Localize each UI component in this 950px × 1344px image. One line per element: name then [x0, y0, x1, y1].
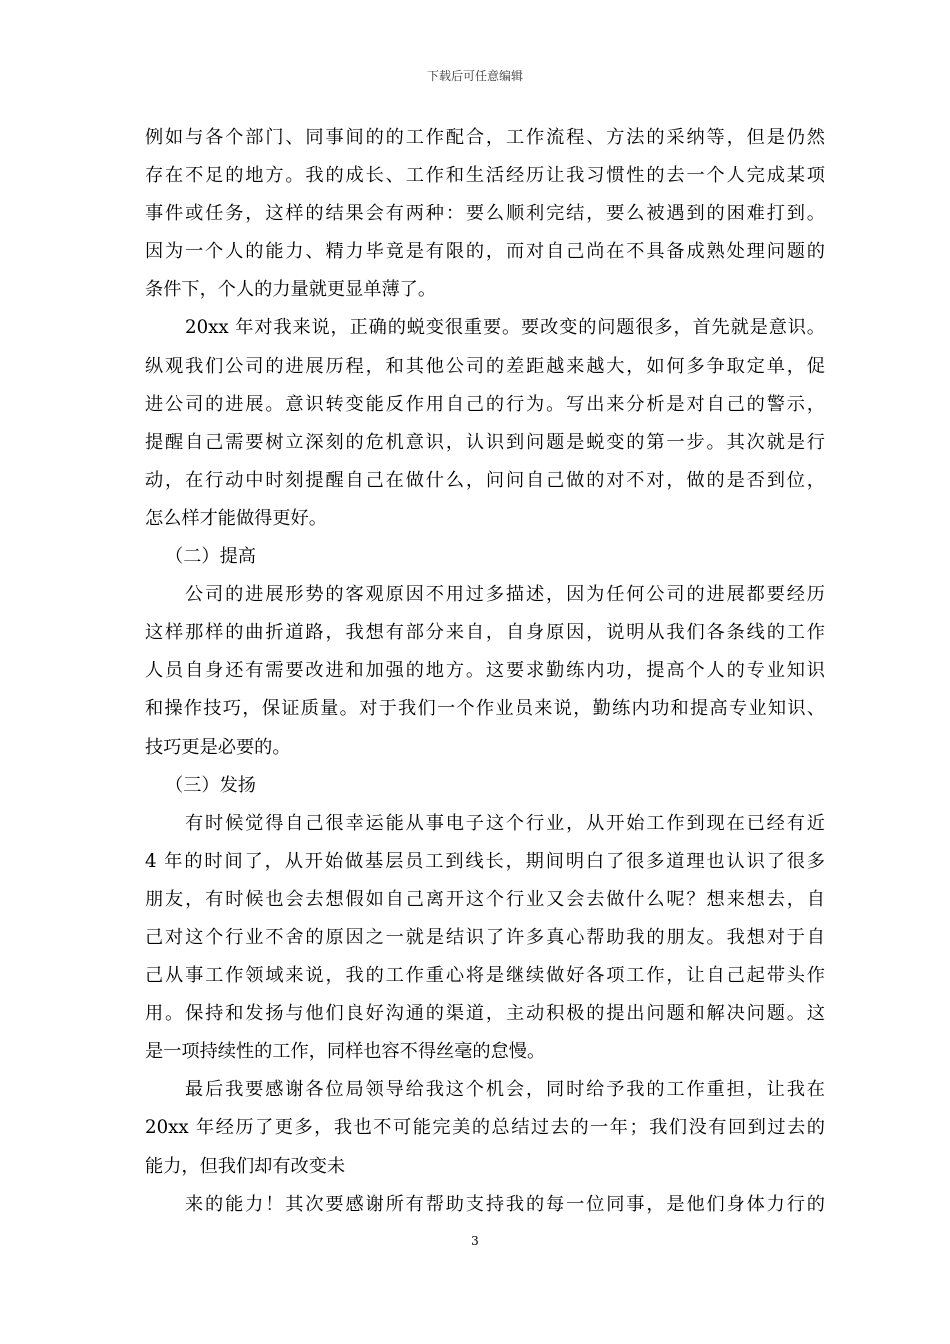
section-heading: （二）提高	[165, 546, 256, 568]
text-line: 怎么样才能做得更好。	[145, 507, 327, 529]
section-heading: （三）发扬	[165, 774, 256, 796]
text-line: 朋友，有时候也会去想假如自己离开这个行业又会去做什么呢？想来想去，自	[145, 888, 825, 910]
text-line: 因为一个人的能力、精力毕竟是有限的，而对自己尚在不具备成熟处理问题的	[145, 241, 825, 263]
text-line: 己对这个行业不舍的原因之一就是结识了许多真心帮助我的朋友。我想对于自	[145, 926, 825, 948]
document-body	[145, 119, 825, 1224]
text-line: 存在不足的地方。我的成长、工作和生活经历让我习惯性的去一个人完成某项	[145, 165, 825, 187]
page-number: 3	[471, 1234, 479, 1248]
text-line: 最后我要感谢各位局领导给我这个机会，同时给予我的工作重担，让我在	[185, 1079, 825, 1101]
text-line: 动，在行动中时刻提醒自己在做什么，问问自己做的对不对，做的是否到位，	[145, 469, 825, 491]
text-line: 20xx 年经历了更多，我也不可能完美的总结过去的一年；我们没有回到过去的	[145, 1117, 825, 1139]
text-line: 人员自身还有需要改进和加强的地方。这要求勤练内功，提高个人的专业知识	[145, 660, 825, 682]
text-line: 技巧更是必要的。	[145, 736, 291, 758]
text-line: 提醒自己需要树立深刻的危机意识，认识到问题是蜕变的第一步。其次就是行	[145, 431, 825, 453]
text-line: 公司的进展形势的客观原因不用过多描述，因为任何公司的进展都要经历	[185, 584, 825, 606]
text-line: 进公司的进展。意识转变能反作用自己的行为。写出来分析是对自己的警示，	[145, 393, 825, 415]
page-header: 下载后可任意编辑	[426, 69, 523, 83]
text-line: 能力，但我们却有改变未	[145, 1155, 346, 1177]
text-line: 例如与各个部门、同事间的的工作配合，工作流程、方法的采纳等，但是仍然	[145, 127, 825, 148]
text-line: 条件下，个人的力量就更显单薄了。	[145, 279, 437, 301]
text-line: 20xx 年对我来说，正确的蜕变很重要。要改变的问题很多，首先就是意识。	[185, 317, 825, 339]
text-line: 己从事工作领域来说，我的工作重心将是继续做好各项工作，让自己起带头作	[145, 965, 825, 987]
text-line: 和操作技巧，保证质量。对于我们一个作业员来说，勤练内功和提高专业知识、	[145, 698, 825, 720]
text-line: 来的能力！其次要感谢所有帮助支持我的每一位同事，是他们身体力行的	[185, 1193, 825, 1215]
text-line: 有时候觉得自己很幸运能从事电子这个行业，从开始工作到现在已经有近	[185, 812, 825, 834]
text-line: 用。保持和发扬与他们良好沟通的渠道，主动积极的提出问题和解决问题。这	[145, 1003, 825, 1025]
text-line: 这样那样的曲折道路，我想有部分来自，自身原因，说明从我们各条线的工作	[145, 622, 825, 644]
text-line: 4 年的时间了，从开始做基层员工到线长，期间明白了很多道理也认识了很多	[145, 850, 825, 872]
text-line: 纵观我们公司的进展历程，和其他公司的差距越来越大，如何多争取定单，促	[145, 355, 825, 377]
text-line: 是一项持续性的工作，同样也容不得丝毫的怠慢。	[145, 1041, 546, 1063]
text-line: 事件或任务，这样的结果会有两种：要么顺利完结，要么被遇到的困难打到。	[145, 203, 825, 225]
